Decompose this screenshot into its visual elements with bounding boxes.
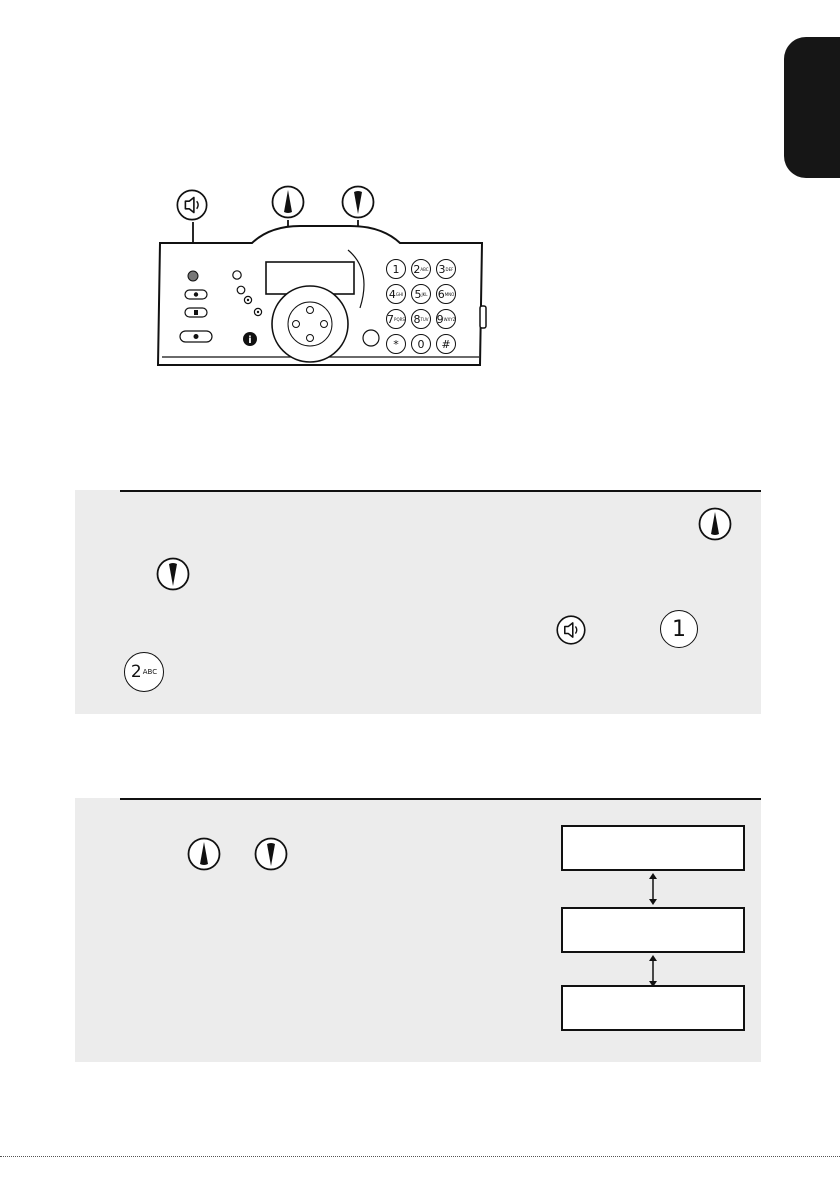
keypad-key-letters: MNO <box>444 291 455 297</box>
keypad-key-letters: TUV <box>420 316 429 322</box>
double-arrow-icon <box>645 871 661 907</box>
key-1: 1 <box>660 610 698 648</box>
display-box-1 <box>561 825 745 871</box>
keypad-key-label: 7 <box>387 312 395 326</box>
keypad-key-letters: JKL <box>421 291 428 297</box>
keypad-key <box>386 334 406 354</box>
keypad-key <box>411 309 431 329</box>
up-arrow-icon <box>270 184 306 220</box>
up-arrow-icon <box>186 836 222 872</box>
down-arrow-icon <box>155 556 191 592</box>
display-box-2 <box>561 907 745 953</box>
keypad-key-letters: PQRS <box>394 316 405 322</box>
section-tab <box>784 37 840 178</box>
keypad-key-letters: DEF <box>445 266 454 272</box>
keypad-key-label: # <box>441 337 451 351</box>
panel-1-rule <box>120 490 761 492</box>
speaker-icon <box>175 188 209 222</box>
keypad-key-letters: ABC <box>420 266 429 272</box>
keypad-key-letters: WXYZ <box>443 316 456 322</box>
keypad-key-label: 8 <box>413 312 421 326</box>
keypad-key <box>411 334 431 354</box>
display-box-3 <box>561 985 745 1031</box>
keypad-key <box>436 334 456 354</box>
keypad-key-label: 5 <box>414 287 422 301</box>
key-2abc: 2 ABC <box>124 652 164 692</box>
keypad-key <box>411 284 431 304</box>
keypad-key-label: 4 <box>388 287 396 301</box>
speaker-icon <box>555 614 587 646</box>
keypad-key <box>386 284 406 304</box>
keypad-key <box>386 309 406 329</box>
keypad-key-label: 9 <box>436 312 444 326</box>
footer-rule <box>0 1156 840 1157</box>
keypad-key-label: 2 <box>413 262 421 276</box>
keypad-key-label: 3 <box>438 262 446 276</box>
keypad-key <box>436 309 456 329</box>
up-arrow-icon <box>697 506 733 542</box>
keypad-key <box>386 259 406 279</box>
double-arrow-icon <box>645 953 661 989</box>
instruction-panel-1 <box>75 490 761 714</box>
keypad-key-label: 1 <box>392 262 400 276</box>
down-arrow-icon <box>253 836 289 872</box>
keypad-key <box>436 284 456 304</box>
keypad-key <box>436 259 456 279</box>
panel-2-rule <box>120 798 761 800</box>
keypad-key-label: 0 <box>417 337 425 351</box>
keypad-key-label: * <box>393 337 399 351</box>
keypad-key <box>411 259 431 279</box>
keypad-key-label: 6 <box>437 287 445 301</box>
down-arrow-icon <box>340 184 376 220</box>
svg-text:i: i <box>248 335 252 346</box>
keypad-key-letters: GHI <box>395 291 404 297</box>
